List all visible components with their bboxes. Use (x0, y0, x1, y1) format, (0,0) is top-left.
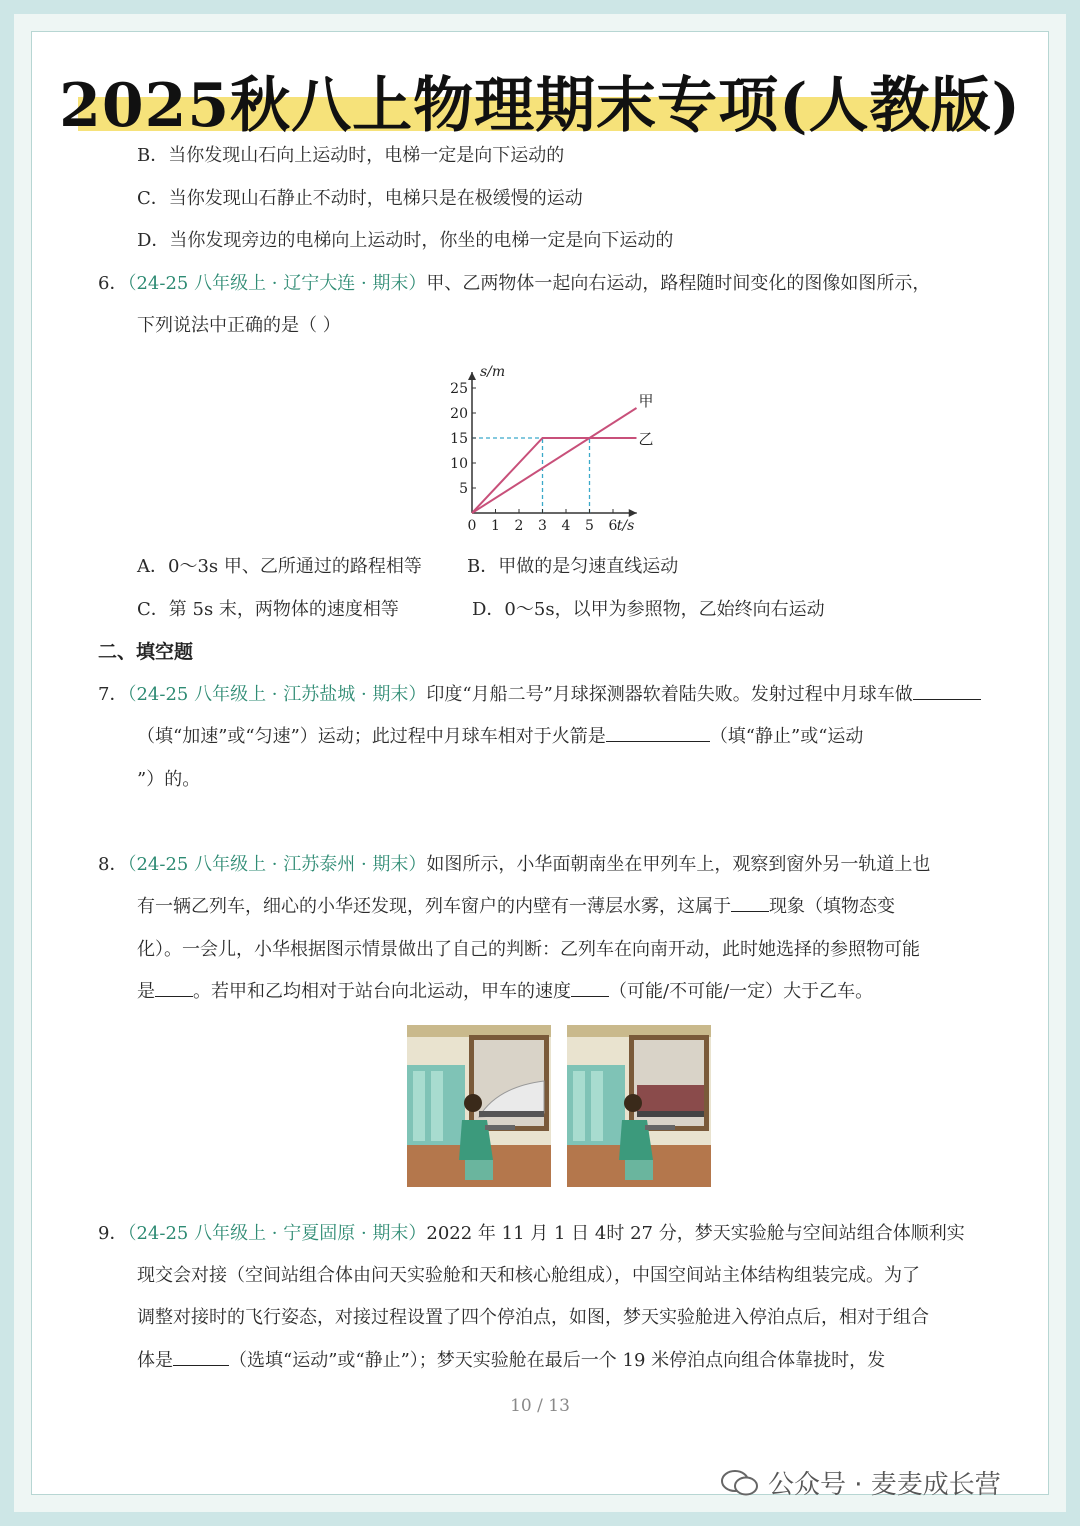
question-7 (98, 680, 981, 706)
question-text: 甲、乙两物体一起向右运动，路程随时间变化的图像如图所示， (426, 273, 931, 294)
page-number: 10 / 13 (510, 1396, 570, 1416)
series-line-2 (472, 438, 637, 513)
x-tick-label: 1 (491, 518, 500, 534)
q6-option-c: C．第 5s 末，两物体的速度相等 (137, 599, 399, 620)
question-number: 8． (98, 854, 128, 875)
series-label-2: 乙 (638, 430, 654, 448)
wechat-icon (720, 1468, 760, 1498)
train-window-illustration-2 (567, 1025, 711, 1187)
y-axis-label: s/m (480, 364, 506, 380)
question-number: 7． (98, 684, 128, 705)
x-tick-label: 0 (467, 518, 477, 534)
question-text: （填“静止”或“运动 (709, 726, 864, 747)
answer-blank[interactable] (173, 1349, 229, 1366)
question-text: （选填“运动”或“静止”）；梦天实验舱在最后一个 19 米停泊点向组合体靠拢时，发 (229, 1350, 886, 1371)
answer-blank[interactable] (606, 725, 710, 742)
y-axis-arrow (468, 372, 476, 380)
question-9-line-3: 调整对接时的飞行姿态，对接过程设置了四个停泊点，如图，梦天实验舱进入停泊点后，相对于组合 (137, 1307, 929, 1328)
q5-option-d: D．当你发现旁边的电梯向上运动时，你坐的电梯一定是向下运动的 (137, 230, 674, 251)
question-number: 6． (98, 273, 128, 294)
x-tick-label: 5 (585, 518, 594, 534)
section-heading: 二、填空题 (98, 641, 194, 663)
question-6-text-2: 下列说法中正确的是（ ） (137, 315, 341, 336)
question-8-line-3: 化）。一会儿，小华根据图示情景做出了自己的判断：乙列车在向南开动，此时她选择的参照物可能 (137, 939, 920, 960)
question-8-line-4 (137, 977, 873, 1003)
question-text: 现象（填物态变 (769, 896, 895, 917)
y-tick-label: 10 (450, 456, 468, 472)
x-tick-label: 3 (538, 518, 547, 534)
footer-text: 公众号 · 麦麦成长营 (768, 1470, 1001, 1500)
question-text: 。若甲和乙均相对于站台向北运动，甲车的速度 (193, 981, 571, 1002)
question-text: （填“加速”或“匀速”）运动；此过程中月球车相对于火箭是 (137, 726, 606, 747)
footer-watermark (720, 1464, 1001, 1501)
question-source: （24-25 八年级上 · 辽宁大连 · 期末） (127, 273, 427, 294)
page-title: 2025秋八上物理期末专项(人教版) (59, 71, 1021, 141)
question-number: 9． (98, 1223, 128, 1244)
question-7-line-3: ”）的。 (137, 769, 201, 790)
question-text: 有一辆乙列车，细心的小华还发现，列车窗户的内壁有一薄层水雾，这属于 (137, 896, 731, 917)
question-6 (98, 269, 930, 295)
question-8 (98, 850, 930, 876)
question-source: （24-25 八年级上 · 宁夏固原 · 期末） (127, 1223, 427, 1244)
answer-blank[interactable] (155, 980, 193, 997)
question-7-line-2 (137, 722, 863, 748)
question-8-line-2 (137, 892, 895, 918)
question-9 (98, 1219, 965, 1245)
x-tick-label: 2 (514, 518, 524, 534)
q5-option-c: C．当你发现山石静止不动时，电梯只是在极缓慢的运动 (137, 188, 583, 209)
question-9-line-4 (137, 1346, 885, 1372)
x-axis-arrow (629, 509, 637, 517)
x-tick-label: 6 (608, 518, 618, 534)
question-text: （可能/不可能/一定）大于乙车。 (609, 981, 874, 1002)
answer-blank[interactable] (913, 683, 981, 700)
question-text: 是 (137, 981, 155, 1002)
distance-time-chart (430, 345, 670, 535)
question-source: （24-25 八年级上 · 江苏盐城 · 期末） (127, 684, 427, 705)
series-label-1: 甲 (638, 392, 654, 410)
question-source: （24-25 八年级上 · 江苏泰州 · 期末） (127, 854, 427, 875)
q6-option-b: B．甲做的是匀速直线运动 (467, 556, 679, 577)
y-tick-label: 5 (459, 481, 468, 497)
y-tick-label: 25 (450, 381, 468, 397)
question-text: 体是 (137, 1350, 173, 1371)
q6-option-d: D．0～5s，以甲为参照物，乙始终向右运动 (472, 599, 825, 620)
question-text: 如图所示，小华面朝南坐在甲列车上，观察到窗外另一轨道上也 (426, 854, 931, 875)
y-tick-label: 20 (450, 406, 468, 422)
train-window-illustration-1 (407, 1025, 551, 1187)
q5-option-b: B．当你发现山石向上运动时，电梯一定是向下运动的 (137, 145, 565, 166)
answer-blank[interactable] (571, 980, 609, 997)
question-9-line-2: 现交会对接（空间站组合体由问天实验舱和天和核心舱组成），中国空间站主体结构组装完成。为了 (137, 1265, 920, 1286)
answer-blank[interactable] (731, 895, 769, 912)
question-text: 印度“月船二号”月球探测器软着陆失败。发射过程中月球车做 (426, 684, 913, 705)
series-line-1 (472, 408, 637, 513)
question-text: 2022 年 11 月 1 日 4时 27 分，梦天实验舱与空间站组合体顺利实 (426, 1223, 965, 1244)
q6-option-a: A．0～3s 甲、乙所通过的路程相等 (137, 556, 422, 577)
x-tick-label: 4 (561, 518, 571, 534)
x-axis-label: t/s (616, 518, 635, 534)
y-tick-label: 15 (450, 431, 468, 447)
